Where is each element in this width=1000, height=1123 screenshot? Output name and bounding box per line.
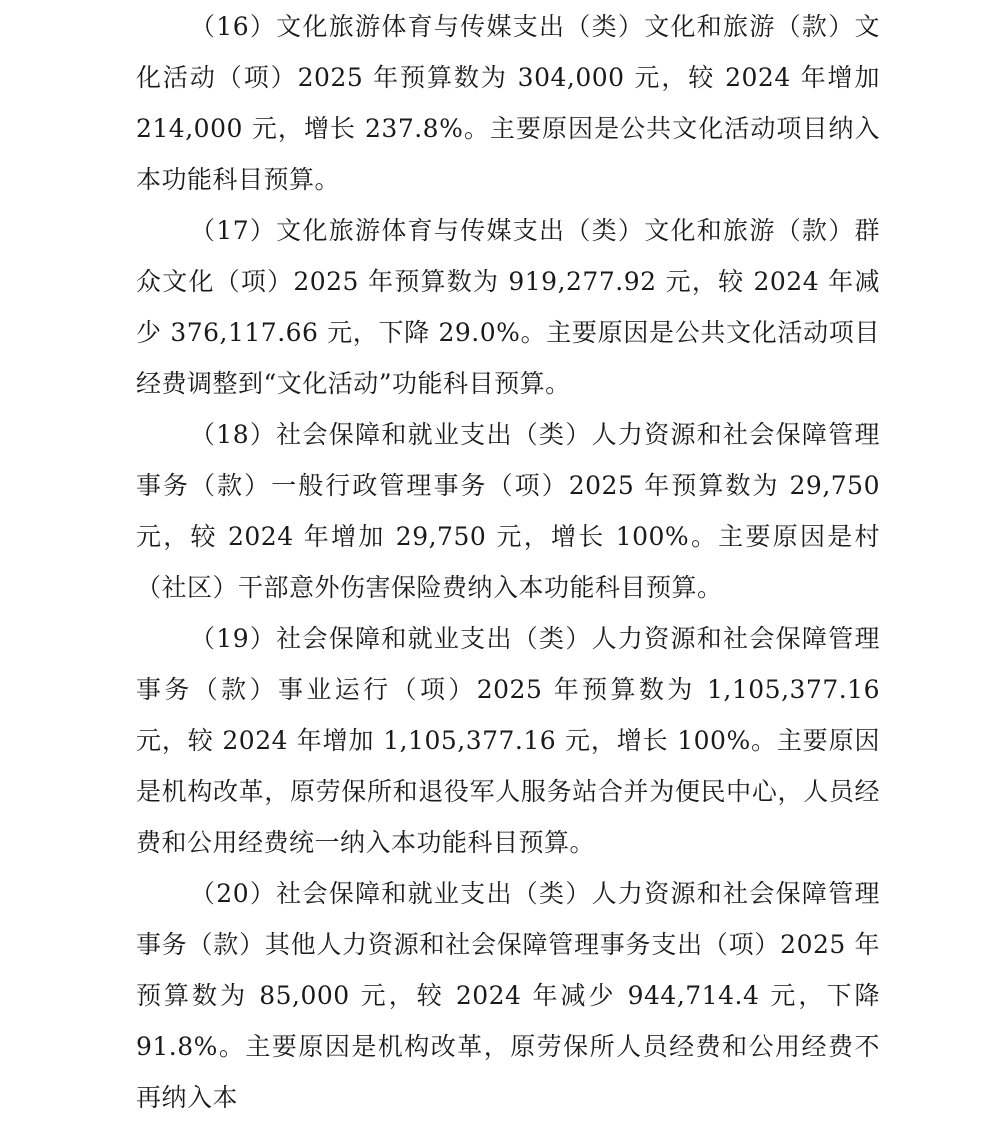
paragraph-18: （18）社会保障和就业支出（类）人力资源和社会保障管理事务（款）一般行政管理事务（项）2025 年预算数为 29,750 元，较 2024 年增加 29,750 元，增长 100%。主要原因是村（社区）干部意外伤害保险费纳入本功能科目预算。 [136,420,880,602]
document-page [136,0,880,1123]
paragraph-17: （17）文化旅游体育与传媒支出（类）文化和旅游（款）群众文化（项）2025 年预算数为 919,277.92 元，较 2024 年减少 376,117.66 元，下降 29.0%。主要原因是公共文化活动项目经费调整到“文化活动”功能科目预算。 [136,216,880,398]
paragraph-16: （16）文化旅游体育与传媒支出（类）文化和旅游（款）文化活动（项）2025 年预算数为 304,000 元，较 2024 年增加 214,000 元，增长 237.8%。主要原因是公共文化活动项目纳入本功能科目预算。 [136,12,880,194]
paragraph-19: （19）社会保障和就业支出（类）人力资源和社会保障管理事务（款）事业运行（项）2025 年预算数为 1,105,377.16 元，较 2024 年增加 1,105,377.16 元，增长 100%。主要原因是机构改革，原劳保所和退役军人服务站合并为便民中心，人员经费和公用经费统一纳入本功能科目预算。 [136,624,880,857]
paragraph-20: （20）社会保障和就业支出（类）人力资源和社会保障管理事务（款）其他人力资源和社会保障管理事务支出（项）2025 年预算数为 85,000 元，较 2024 年减少 944,714.4 元，下降 91.8%。主要原因是机构改革，原劳保所人员经费和公用经费不再纳入本 [136,879,880,1112]
